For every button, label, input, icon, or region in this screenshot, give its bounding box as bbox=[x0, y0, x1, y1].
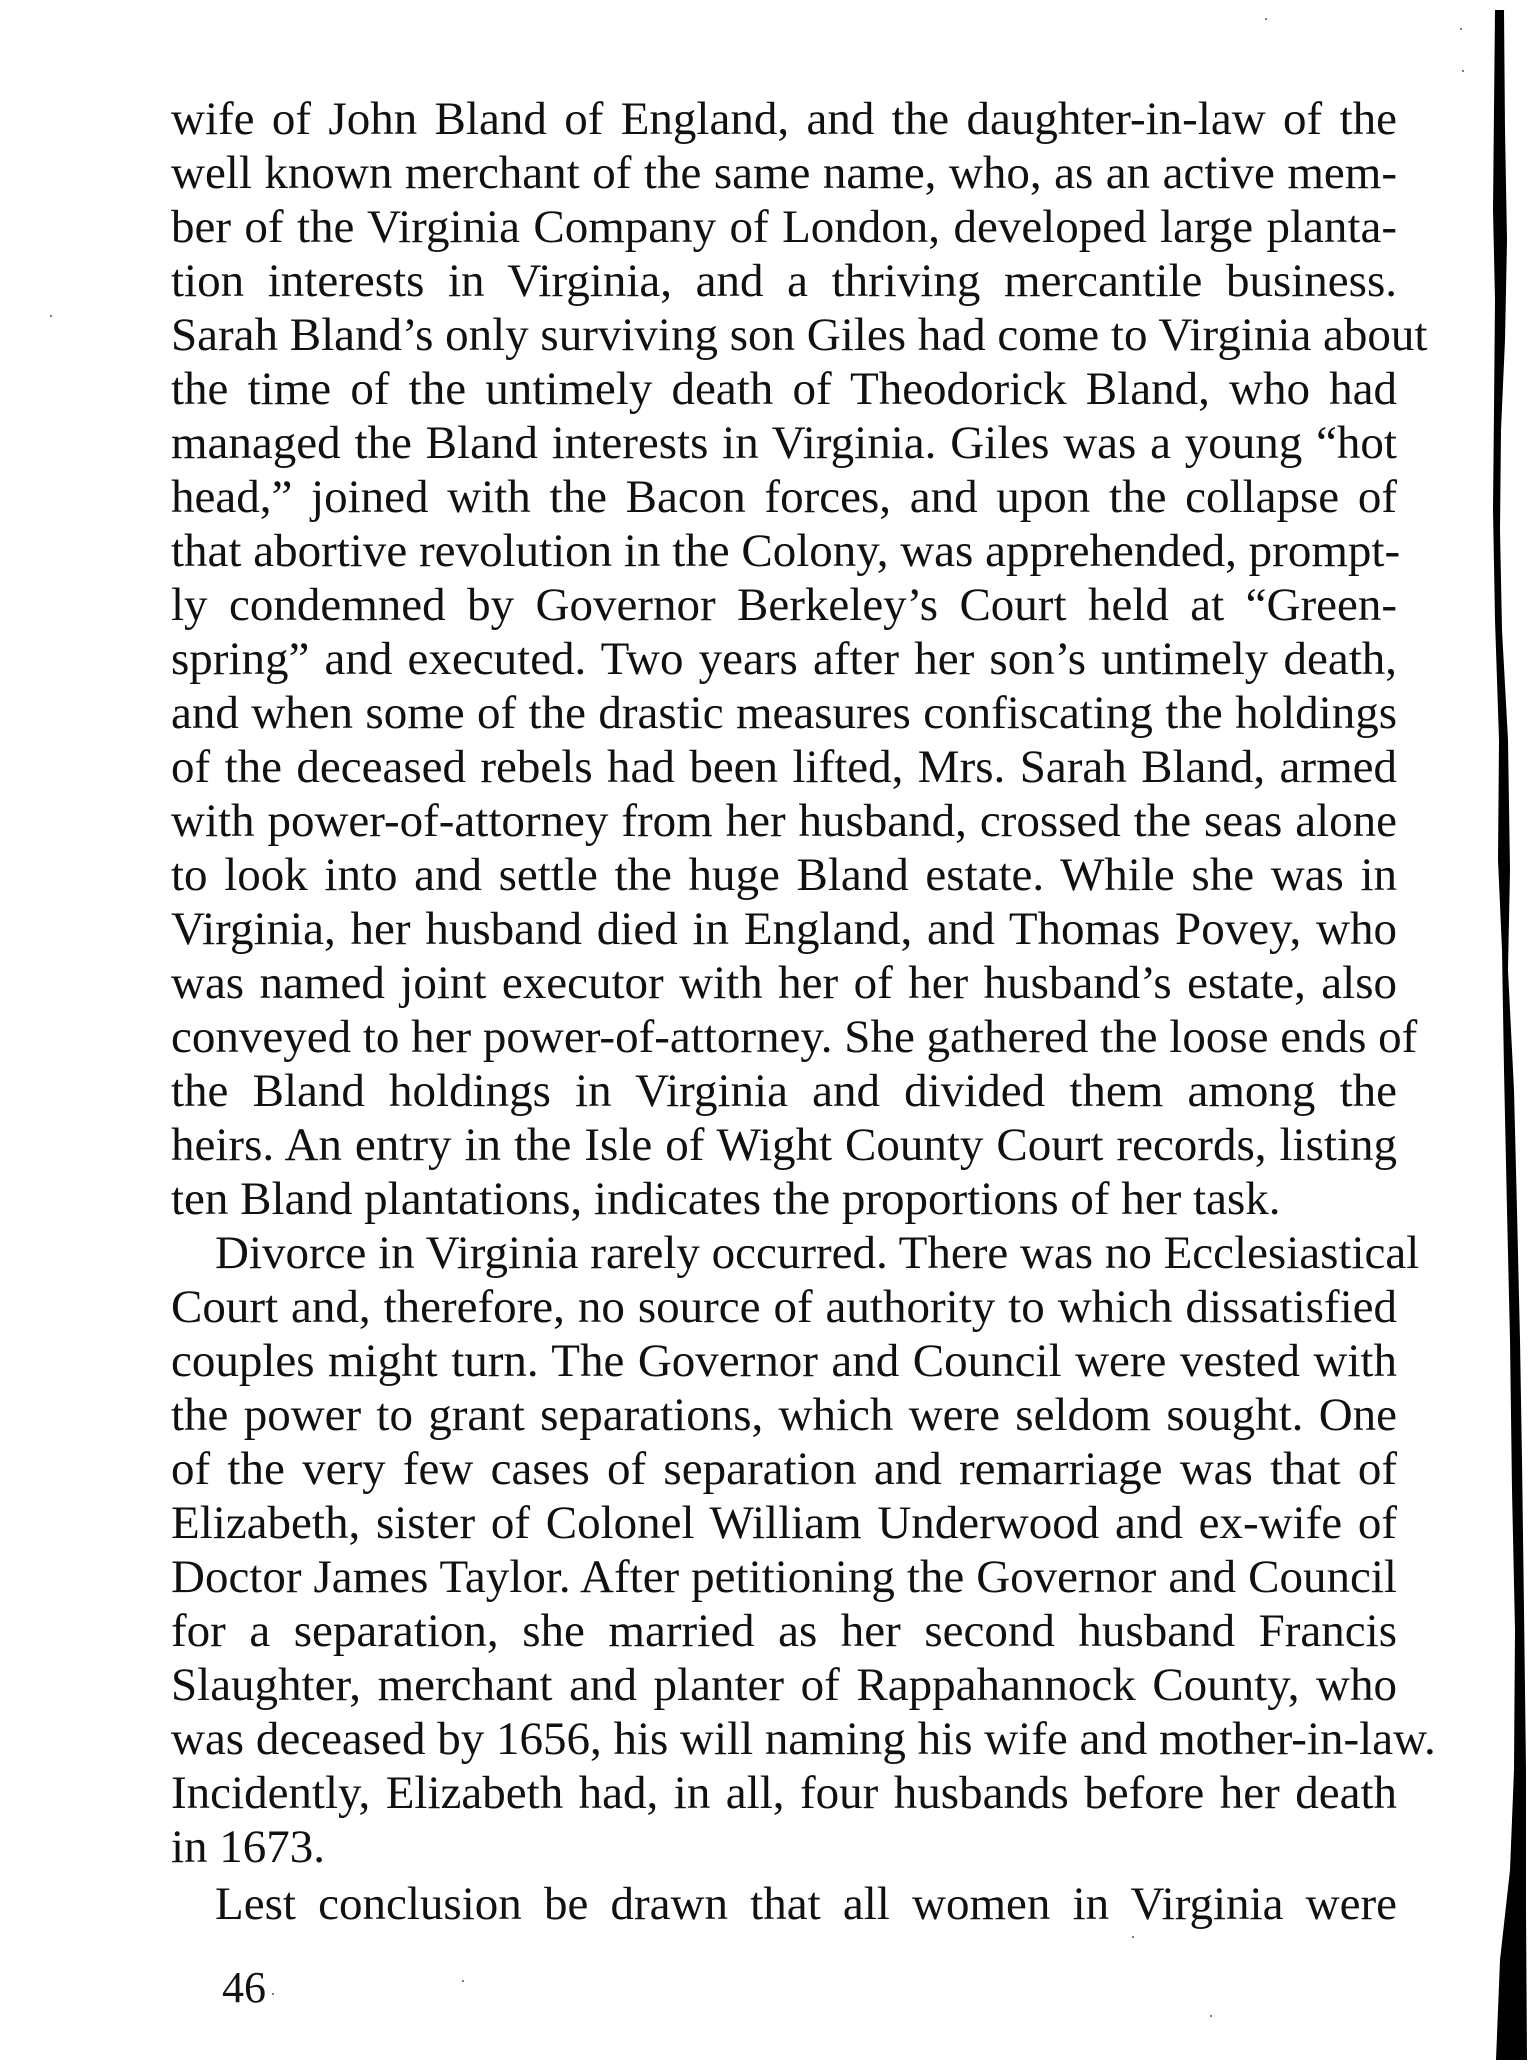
text-line: Lest conclusion be drawn that all women in Virginia were bbox=[215, 1878, 1397, 1930]
text-line: that abortive revolution in the Colony, was apprehended, prompt- bbox=[171, 525, 1401, 577]
text-line: tion interests in Virginia, and a thriving mercantile business. bbox=[171, 255, 1397, 307]
text-line: well known merchant of the same name, who, as an active mem- bbox=[171, 147, 1397, 199]
text-line: Slaughter, merchant and planter of Rappahannock County, who bbox=[171, 1659, 1397, 1711]
text-line: Sarah Bland’s only surviving son Giles had come to Virginia about bbox=[171, 309, 1428, 361]
text-line: ber of the Virginia Company of London, developed large planta- bbox=[171, 201, 1397, 253]
text-line: Divorce in Virginia rarely occurred. There was no Ecclesiastical bbox=[215, 1227, 1420, 1279]
scan-speck bbox=[1460, 28, 1462, 30]
text-line: head,” joined with the Bacon forces, and upon the collapse of bbox=[171, 471, 1397, 523]
page-number: 46 bbox=[222, 1963, 266, 2012]
text-line: the time of the untimely death of Theodorick Bland, who had bbox=[171, 363, 1397, 415]
text-line: was deceased by 1656, his will naming his wife and mother-in-law. bbox=[171, 1713, 1436, 1765]
paragraph-2 bbox=[171, 1226, 1436, 1874]
text-line: the Bland holdings in Virginia and divided them among the bbox=[171, 1065, 1397, 1117]
text-line: Doctor James Taylor. After petitioning the Governor and Council bbox=[171, 1551, 1397, 1603]
text-line: spring” and executed. Two years after her son’s untimely death, bbox=[171, 633, 1397, 685]
text-line: Court and, therefore, no source of authority to which dissatisfied bbox=[171, 1281, 1397, 1333]
text-line: and when some of the drastic measures confiscating the holdings bbox=[171, 687, 1397, 739]
scan-speck bbox=[1210, 2015, 1212, 2017]
paragraph-3 bbox=[171, 1877, 1397, 1931]
text-line: of the deceased rebels had been lifted, Mrs. Sarah Bland, armed bbox=[171, 741, 1397, 793]
text-line: was named joint executor with her of her husband’s estate, also bbox=[171, 957, 1397, 1009]
text-line: Elizabeth, sister of Colonel William Underwood and ex-wife of bbox=[171, 1497, 1397, 1549]
text-line: Incidently, Elizabeth had, in all, four husbands before her death bbox=[171, 1767, 1397, 1819]
scan-speck bbox=[1462, 70, 1464, 72]
text-line: with power-of-attorney from her husband, crossed the seas alone bbox=[171, 795, 1397, 847]
text-line: ly condemned by Governor Berkeley’s Court held at “Green- bbox=[171, 579, 1397, 631]
text-line: ten Bland plantations, indicates the proportions of her task. bbox=[171, 1173, 1281, 1225]
text-line: wife of John Bland of England, and the daughter-in-law of the bbox=[171, 93, 1397, 145]
scan-speck bbox=[462, 1980, 464, 1982]
body-text bbox=[171, 92, 1436, 1931]
text-line: heirs. An entry in the Isle of Wight County Court records, listing bbox=[171, 1119, 1397, 1171]
text-line: managed the Bland interests in Virginia. Giles was a young “hot bbox=[171, 417, 1397, 469]
text-line: couples might turn. The Governor and Council were vested with bbox=[171, 1335, 1397, 1387]
text-line: the power to grant separations, which were seldom sought. One bbox=[171, 1389, 1397, 1441]
text-line: for a separation, she married as her second husband Francis bbox=[171, 1605, 1397, 1657]
scan-speck bbox=[50, 315, 52, 317]
text-line: of the very few cases of separation and remarriage was that of bbox=[171, 1443, 1397, 1495]
text-line: in 1673. bbox=[171, 1821, 326, 1873]
scan-speck bbox=[1265, 18, 1267, 20]
text-line: conveyed to her power-of-attorney. She gathered the loose ends of bbox=[171, 1011, 1418, 1063]
text-line: to look into and settle the huge Bland estate. While she was in bbox=[171, 849, 1397, 901]
scan-speck bbox=[1132, 1936, 1134, 1938]
text-line: Virginia, her husband died in England, and Thomas Povey, who bbox=[171, 903, 1397, 955]
paragraph-1 bbox=[171, 92, 1428, 1226]
scan-speck bbox=[272, 1993, 274, 1995]
